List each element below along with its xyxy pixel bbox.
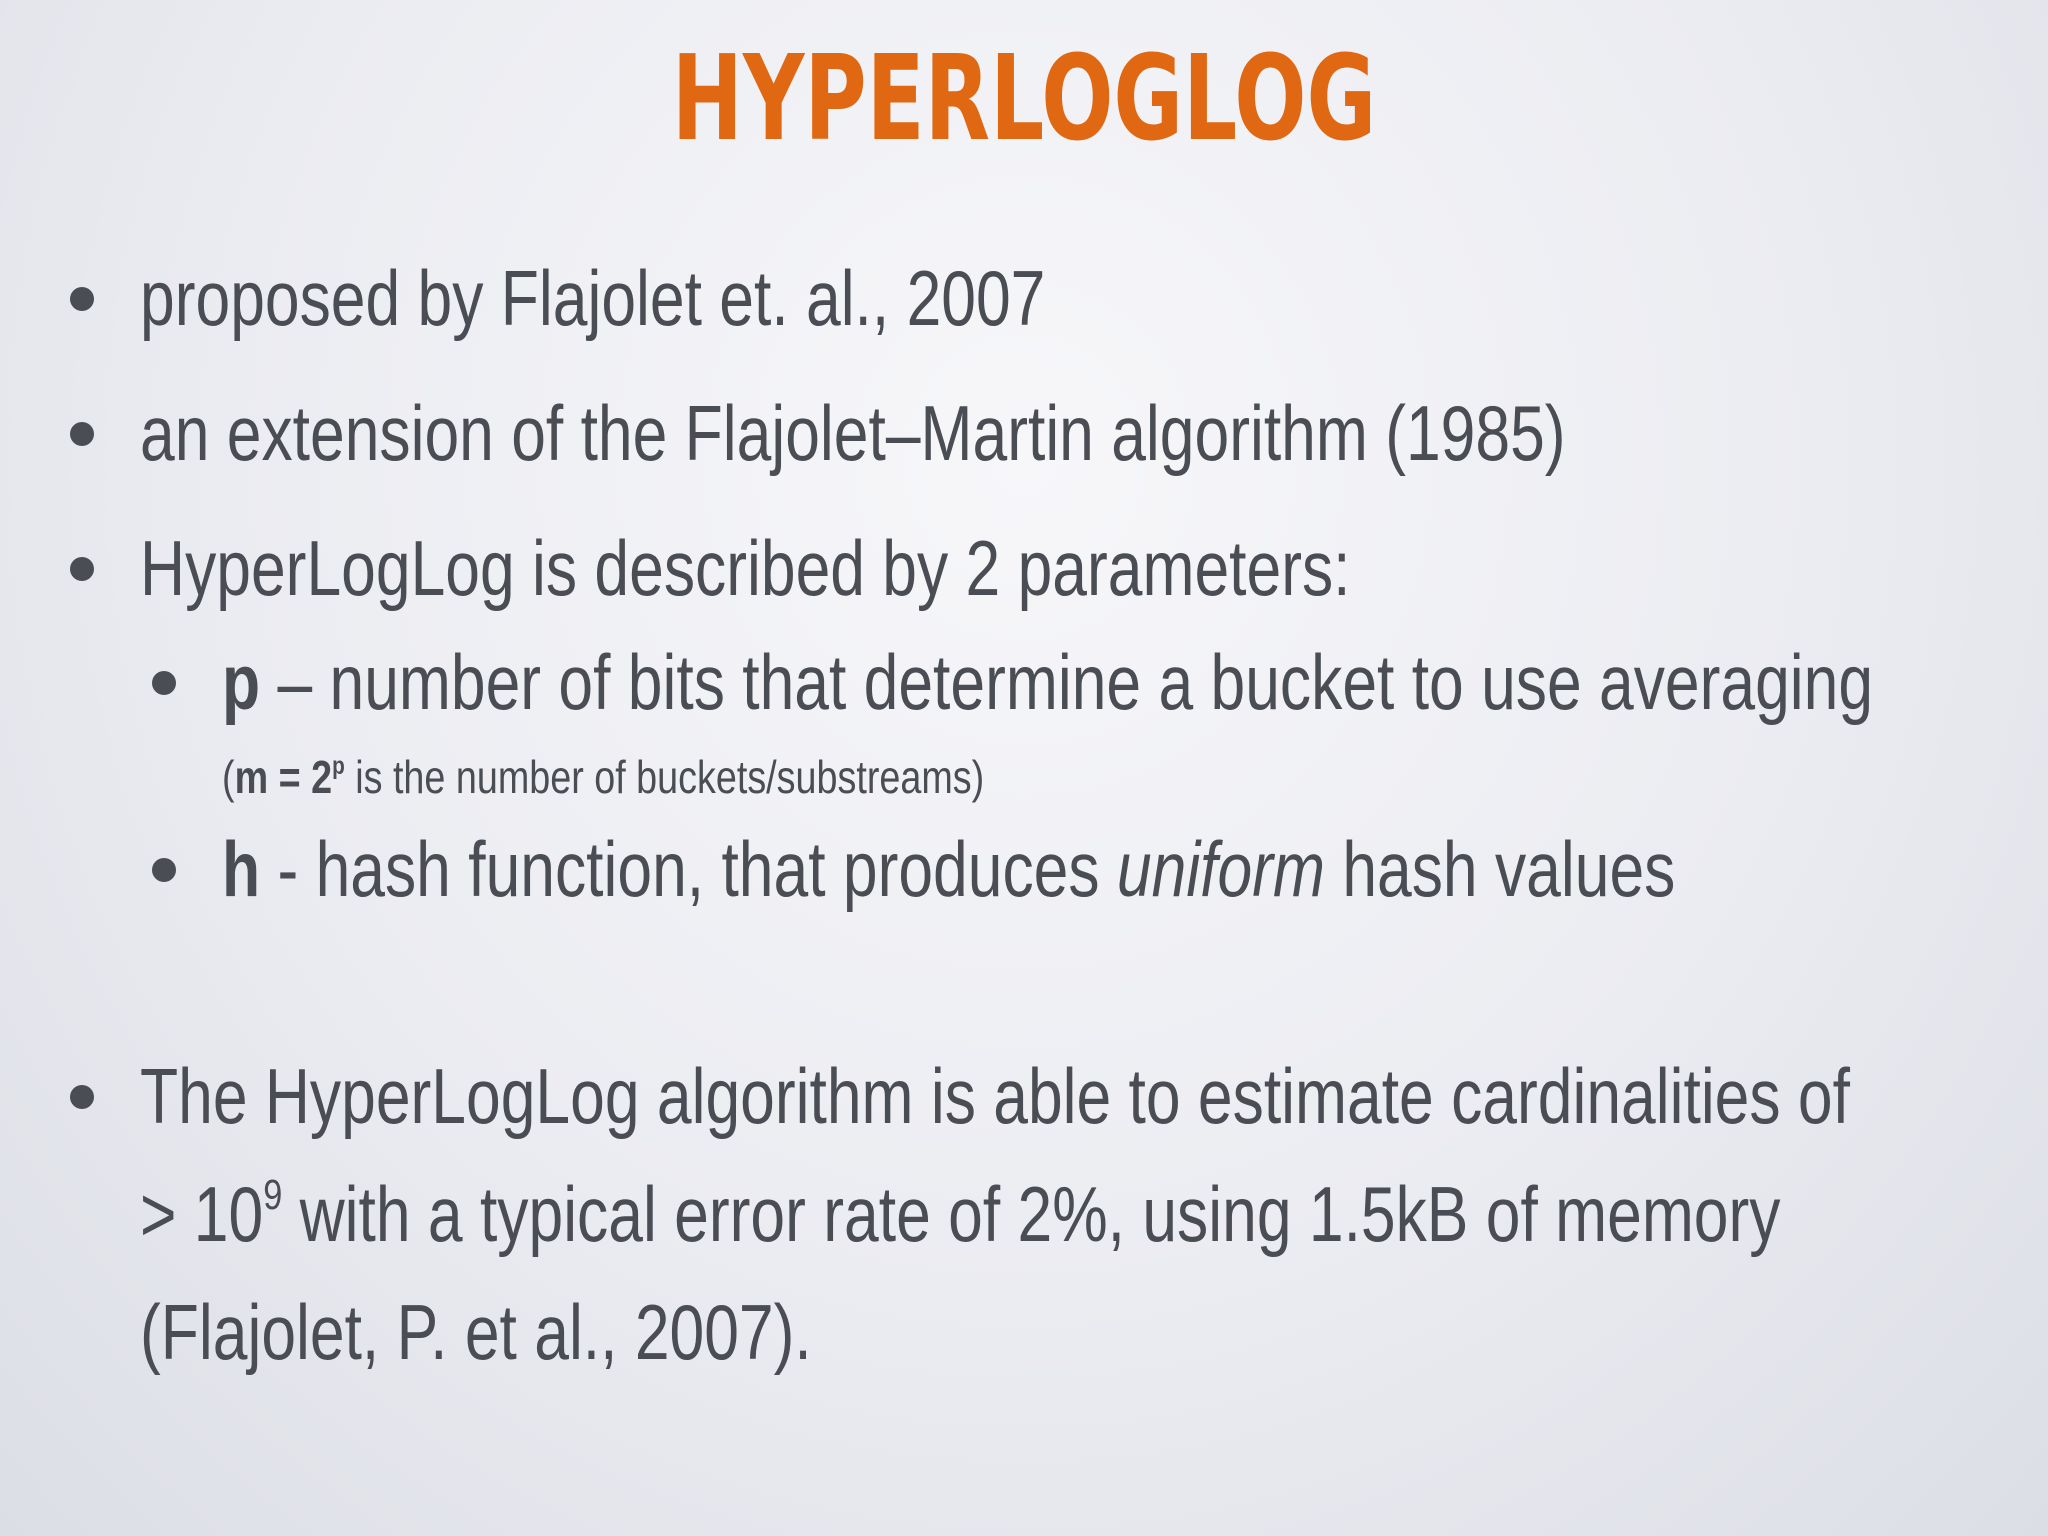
line2-rest: with a typical error rate of 2%, using 1.5kB of memory: [282, 1170, 1781, 1258]
sub-bullet-dot-p: [152, 671, 176, 695]
line2-exponent: 9: [263, 1170, 283, 1219]
bullet-text-4-line1: The HyperLogLog algorithm is able to estimate cardinalities of: [140, 1052, 1850, 1140]
sub-bullet-dot-h: [152, 858, 176, 882]
param-h-name: h: [222, 825, 261, 913]
param-p-description: – number of bits that determine a bucket to use averaging: [260, 638, 1874, 726]
slide-title: HYPERLOGLOG: [671, 29, 1377, 167]
bullet-dot-3: [70, 557, 94, 581]
note-exponent: p: [332, 752, 345, 781]
bullet-dot-4: [70, 1085, 94, 1109]
sub-bullet-text-h: [222, 821, 1675, 917]
note-rest: is the number of buckets/substreams): [344, 751, 985, 803]
note-paren: (: [222, 751, 235, 803]
bullet-text-3: HyperLogLog is described by 2 parameters:: [140, 524, 1351, 612]
bullet-dot-1: [70, 287, 94, 311]
param-p-name: p: [222, 638, 261, 726]
bullet-text-4-line3: (Flajolet, P. et al., 2007).: [140, 1288, 812, 1376]
sub-bullet-text-p: [222, 634, 1873, 730]
bullet-text-2: an extension of the Flajolet–Martin algorithm (1985): [140, 389, 1566, 477]
param-p-note: [222, 749, 984, 813]
bullet-text-4-line2: [140, 1166, 1780, 1275]
param-h-emphasis: uniform: [1116, 825, 1325, 913]
param-h-text-before: - hash function, that produces: [260, 825, 1117, 913]
note-formula: m = 2: [234, 751, 333, 803]
bullet-text-1: proposed by Flajolet et. al., 2007: [140, 254, 1046, 342]
bullet-dot-2: [70, 422, 94, 446]
param-h-text-after: hash values: [1324, 825, 1676, 913]
line2-prefix: > 10: [140, 1170, 264, 1258]
